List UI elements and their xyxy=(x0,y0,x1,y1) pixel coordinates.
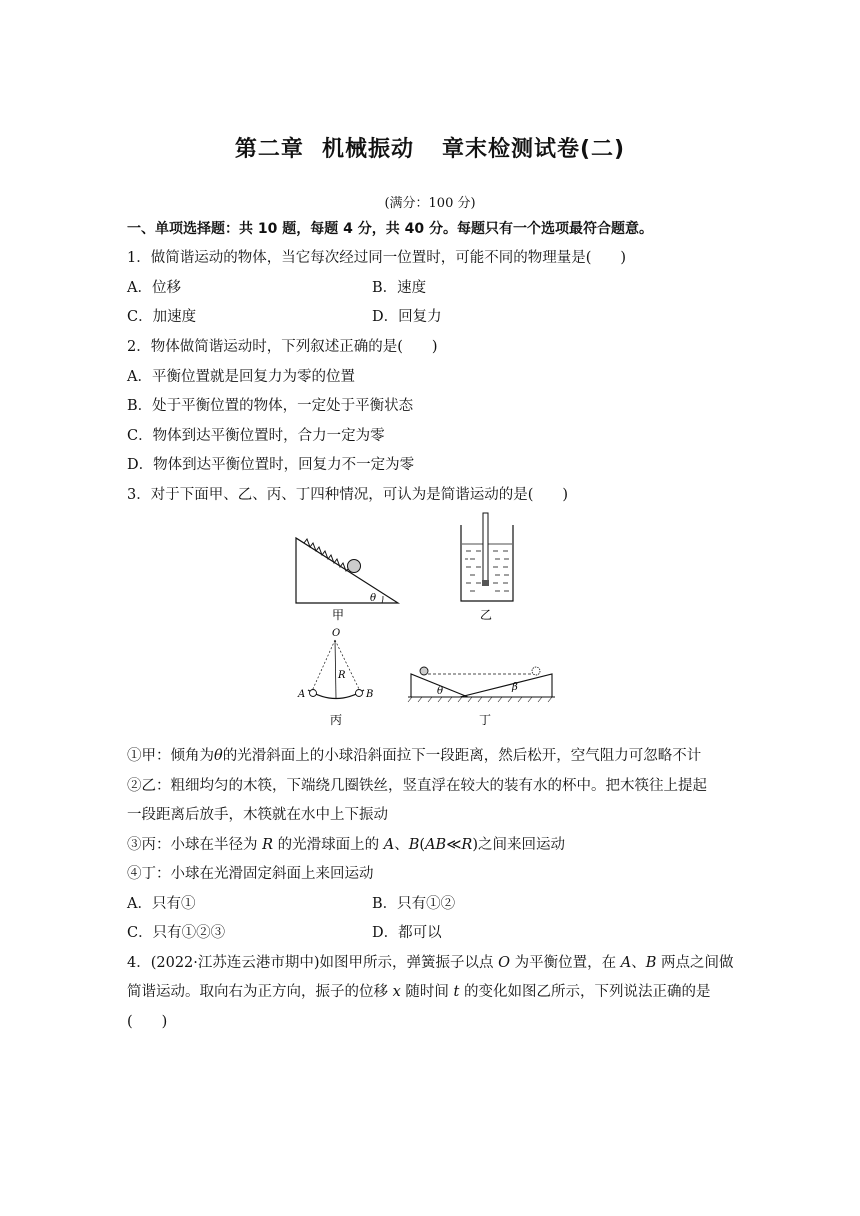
label-yi: 乙 xyxy=(480,608,493,622)
q1-option-c: C．加速度 xyxy=(127,309,197,325)
q2-option-b: B．处于平衡位置的物体，一定处于平衡状态 xyxy=(127,398,414,414)
q1-stem: 1．做简谐运动的物体，当它每次经过同一位置时，可能不同的物理量是( ) xyxy=(127,250,627,266)
q1-option-a: A．位移 xyxy=(127,280,181,296)
q3-statement-2-line1: ②乙：粗细均匀的木筷，下端绕几圈铁丝，竖直浮在较大的装有水的杯中。把木筷往上提起 xyxy=(127,778,707,794)
title-test: 章末检测试卷(二) xyxy=(441,137,626,162)
q1-option-b: B．速度 xyxy=(372,280,427,296)
q2-option-a: A．平衡位置就是回复力为零的位置 xyxy=(127,369,355,385)
label-ding: 丁 xyxy=(479,713,492,727)
label-A: A xyxy=(298,689,306,700)
title-topic: 机械振动 xyxy=(321,137,414,162)
score-note: (满分：100 分) xyxy=(384,196,476,211)
q2-option-d: D．物体到达平衡位置时，回复力不一定为零 xyxy=(127,457,415,473)
q4-stem-line1: 4．(2022·江苏连云港市期中)如图甲所示，弹簧振子以点 O 为平衡位置，在 A、B 两点之间做 xyxy=(127,955,734,971)
q3-option-a: A．只有① xyxy=(127,896,196,912)
figure-yi xyxy=(461,513,513,622)
q2-option-c: C．物体到达平衡位置时，合力一定为零 xyxy=(127,428,385,444)
label-O: O xyxy=(332,628,341,639)
q3-statement-4: ④丁：小球在光滑固定斜面上来回运动 xyxy=(127,866,374,882)
label-jia: 甲 xyxy=(332,608,345,622)
section-heading: 一、单项选择题：共 10 题，每题 4 分，共 40 分。每题只有一个选项最符合题意。 xyxy=(127,221,653,237)
figure-jia xyxy=(296,538,398,622)
figure-bing xyxy=(297,628,373,727)
q3-statement-2-line2: 一段距离后放手，木筷就在水中上下振动 xyxy=(127,807,388,823)
label-theta-ding: θ xyxy=(437,686,444,697)
label-theta-jia: θ xyxy=(370,593,377,604)
label-beta: β xyxy=(512,682,518,693)
label-B: B xyxy=(366,689,374,700)
q3-option-c: C．只有①②③ xyxy=(127,925,226,941)
q2-stem: 2．物体做简谐运动时，下列叙述正确的是( ) xyxy=(127,339,438,355)
label-bing: 丙 xyxy=(330,713,343,727)
q4-answer-blank: ( ) xyxy=(127,1014,168,1030)
q3-option-b: B．只有①② xyxy=(372,896,456,912)
figure-ding xyxy=(408,667,555,727)
title-chapter: 第二章 xyxy=(234,137,304,162)
q3-option-d: D．都可以 xyxy=(372,925,442,941)
q1-option-d: D．回复力 xyxy=(372,309,442,325)
q3-figures xyxy=(290,508,570,733)
q3-statement-1: ①甲：倾角为θ的光滑斜面上的小球沿斜面拉下一段距离，然后松开，空气阻力可忽略不计 xyxy=(127,748,702,764)
q4-stem-line2: 简谐运动。取向右为正方向，振子的位移 x 随时间 t 的变化如图乙所示，下列说法正确的是 xyxy=(127,984,711,1000)
q3-statement-3: ③丙：小球在半径为 R 的光滑球面上的 A、B(AB≪R)之间来回运动 xyxy=(127,837,565,853)
page-title xyxy=(0,132,860,163)
label-R: R xyxy=(338,670,346,681)
q3-stem: 3．对于下面甲、乙、丙、丁四种情况，可认为是简谐运动的是( ) xyxy=(127,487,569,503)
